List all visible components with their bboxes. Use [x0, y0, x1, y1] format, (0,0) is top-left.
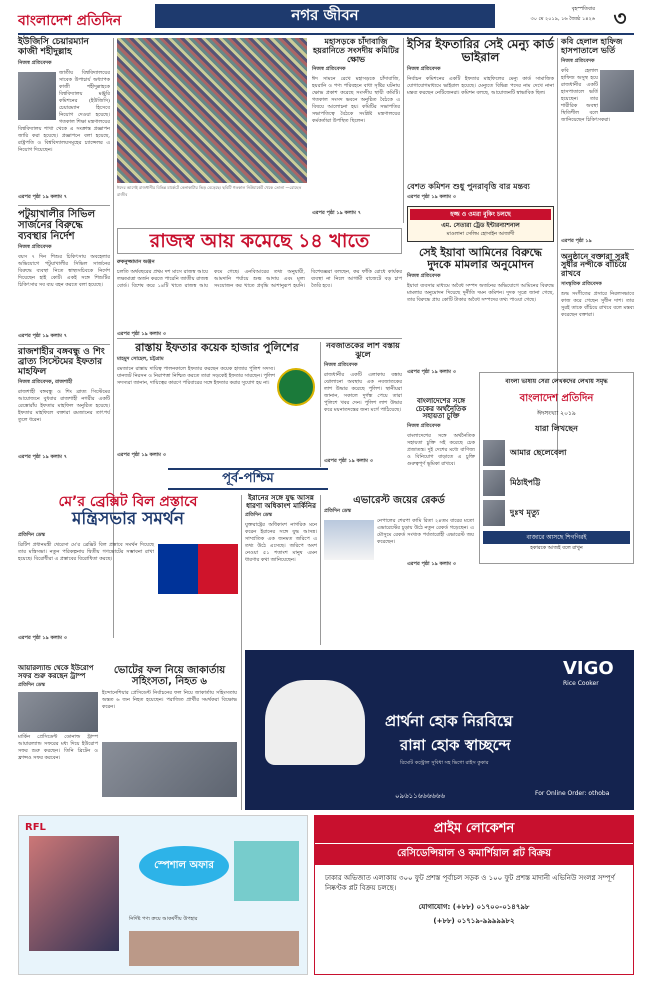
headline-everest: এভারেস্ট জয়ের রেকর্ড: [353, 495, 445, 506]
vigo-slogan-2: রান্না হোক স্বাচ্ছন্দে: [400, 736, 511, 754]
photo-caption: ঈদের আগেই রাজধানীর বিভিন্ন মার্কেটে কেনাকাটার ভিড় বেড়েছে। ছবিটি গতকাল নিউমার্কেট থেকে তোলা —রোহেত রাজীব: [117, 185, 302, 197]
byline: নিজস্ব প্রতিবেদক: [18, 59, 52, 66]
police-logo: [277, 368, 315, 406]
column-left: [18, 38, 110, 470]
revenue-article: [117, 257, 402, 335]
byline: নিজস্ব প্রতিবেদক: [561, 57, 595, 64]
writer2-photo: [483, 470, 505, 496]
newborn-article: [324, 342, 402, 465]
hajj-ad-line3: মাওলানা সেলিম হোসাইন আজাদী: [446, 231, 515, 238]
article-body: মার্কিন প্রেসিডেন্ট ডোনাল্ড ট্রাম্প আয়ারল্যান্ড সফরের মধ্য দিয়ে ইউরোপ সফর শুরু করছেন। তিনি ব্রিটেন ও ফ্রান্সও সফর করবেন।: [18, 734, 98, 762]
headline-patuakhali: পটুয়াখালীর সিভিল সার্জনের বিরুদ্ধে ব্যবস্থার নির্দেশ: [18, 208, 96, 242]
headline-revenue: রাজস্ব আয় কমেছে ১৪ খাতে: [149, 229, 370, 252]
headline-yaba: সেই ইয়াবা আমিনের বিরুদ্ধে দুদকে মামলার অনুমোদন: [419, 246, 542, 272]
people-photo: [29, 836, 119, 951]
jump-line: এরপর পৃষ্ঠা ১৯: [561, 237, 592, 244]
article-body: নির্বাচন কমিশনের একটি ইফতার মাহফিলের মেন্যু কার্ড সামাজিক যোগাযোগমাধ্যমে ভাইরাল হয়েছে। মেন্যুতে বিভিন্ন পদের নাম দেখে নানা মন্তব্য করছেন নেটিজেনরা। কমিশন বলছে, আয়োজনটি স্বাভাবিক ছিল।: [407, 76, 554, 97]
byline: মাহমুদ সোহেল, চট্টগ্রাম: [117, 356, 164, 363]
police-article: [117, 342, 317, 465]
jump-line: এরপর পৃষ্ঠা ১৯ কলাম ৭: [18, 193, 67, 200]
article-body: চলতি অর্থবছরের প্রথম দশ মাসে রাজস্ব আয়ে লক্ষ্যমাত্রা অর্জন করতে পারেনি জাতীয় রাজস্ব বোর্ড। বিশেষ করে ১৪টি খাতে রাজস্ব আয় কমে গেছে। এনবিআরের তথ্য অনুযায়ী, আমদানি পর্যায়ে শুল্ক আদায় এবং মূল্য সংযোজন কর খাতে প্রবৃদ্ধি আশানুরূপ হয়নি। বিশেষজ্ঞরা বলছেন, কর ফাঁকি রোধে কার্যকর ব্যবস্থা না নিলে আগামী বাজেটে বড় চাপ তৈরি হবে।: [117, 269, 402, 289]
column-center: [312, 38, 400, 223]
headline-czech: বাংলাদেশের সঙ্গে চেকের অর্থনৈতিক সহায়তা চুক্তি: [415, 397, 467, 421]
prime-contact-2: (+৮৮) ০১৭১৯-৯৯৯৯৯৮২: [433, 917, 515, 925]
portrait-photo: [18, 72, 56, 120]
rfl-brand: RFL: [25, 822, 46, 833]
byline: নিজস্ব প্রতিবেদক: [407, 423, 441, 430]
vigo-online: For Online Order: othoba: [535, 790, 610, 797]
article-body: কবি হেলাল হাফিজ অসুস্থ হয়ে রাজধানীর একটি হাসপাতালে ভর্তি হয়েছেন। তার শারীরিক অবস্থা স্থিতিশীল বলে জানিয়েছেন চিকিৎসকরা।: [561, 67, 611, 123]
byline: নিজস্ব প্রতিবেদক: [407, 66, 441, 73]
article-body: ইয়াবা ব্যবসার মাধ্যমে অবৈধ সম্পদ অর্জনের অভিযোগে আমিনের বিরুদ্ধে মামলার অনুমোদন দিয়েছে দুর্নীতি দমন কমিশন। দুদক সূত্রে জানা গেছে, তার বিরুদ্ধে প্রায় কোটি টাকার অবৈধ সম্পদের তথ্য পাওয়া গেছে।: [407, 283, 554, 304]
byline: নিজস্ব প্রতিবেদক: [324, 361, 358, 368]
section-purba-paschim: পূর্ব-পশ্চিম: [168, 468, 328, 490]
headline-sudhin: অনুষ্ঠানে বক্তারা সুরই সুধীর নন্দীকে বাঁচিয়ে রাখবে: [561, 251, 629, 279]
writer1-photo: [483, 440, 505, 466]
jump-line: এরপর পৃষ্ঠা ১৯ কলাম ৩: [324, 457, 373, 464]
date-line-2: ৩০ মে ২০১৯, ১৬ জ্যৈষ্ঠ ১৪২৬: [530, 16, 595, 22]
article-body: জাতীয় বিশ্ববিদ্যালয়ের সাবেক উপাচার্য অধ্যাপক কাজী শহীদুল্লাহকে বিশ্ববিদ্যালয় মঞ্জুরি কমিশনের (ইউজিসি) চেয়ারম্যান হিসেবে নিয়োগ দেওয়া হয়েছে। গতকাল শিক্ষা মন্ত্রণালয়ের বিশ্ববিদ্যালয় শাখা থেকে এ সংক্রান্ত প্রজ্ঞাপন জারি করা হয়েছে। প্রজ্ঞাপনে বলা হয়েছে, রাষ্ট্রপতি ও বিশ্ববিদ্যালয়সমূহের চ্যান্সেলর এ নিয়োগ দিয়েছেন।: [18, 69, 110, 153]
furniture-image: [129, 931, 299, 966]
date-line-1: বৃহস্পতিবার: [571, 6, 595, 12]
everest-article: [324, 495, 474, 645]
poet-photo: [600, 70, 634, 112]
article-body: বাংলাদেশের সঙ্গে অর্থনৈতিক সহায়তা চুক্তি সই করেছে চেক প্রজাতন্ত্র। দুই দেশের মধ্যে বাণিজ্য ও বিনিয়োগ বাড়াতে এ চুক্তি গুরুত্বপূর্ণ ভূমিকা রাখবে।: [407, 433, 475, 468]
byline: নিজস্ব প্রতিবেদক, রাজশাহী: [18, 379, 73, 386]
prime-location-ad: [314, 815, 634, 975]
hajj-ad-line2: এম. সেতারা ট্রেড ইন্টারন্যাশনাল: [441, 222, 520, 230]
rice-cooker-image: [265, 680, 365, 765]
prime-body: ঢাকার অভিজাত এলাকায় ৩০০ ফুট প্রশস্ত পূর্বাচল সড়ক ও ১০০ ফুট প্রশস্ত মাদানী এভিনিউ সংলগ্ন সম্পূর্ণ নিষ্কণ্টক প্লট বিক্রয় চলছে।: [325, 874, 615, 892]
revenue-banner: [117, 228, 402, 254]
article-body: রাজধানীর একটি এলাকায় বস্তায় ঝোলানো অবস্থায় এক নবজাতকের লাশ উদ্ধার করেছে পুলিশ। স্থানীয়রা জানান, সকালে দুর্গন্ধ পেয়ে তারা পুলিশে খবর দেন। পুলিশ লাশ উদ্ধার করে ময়নাতদন্তের জন্য মর্গে পাঠিয়েছে।: [324, 371, 402, 413]
promo-logo: বাংলাদেশ প্রতিদিন: [519, 393, 594, 404]
headline-jakarta: ভোটের ফল নিয়ে জাকার্তায় সহিংসতা, নিহত ৬: [113, 665, 226, 687]
rfl-title: স্পেশাল অফার: [139, 846, 229, 886]
rfl-ad: [18, 815, 308, 975]
vigo-hotline: ০৯৬১১৬৬৬৬৬৬: [395, 792, 446, 800]
eid-promo: [479, 372, 634, 564]
article-body: শুদ্ধ সংগীতের প্রসারে নিরলসভাবে কাজ করে গেছেন সুধীন দাশ। তার সুরই তাকে বাঁচিয়ে রাখবে বলে মন্তব্য করেছেন বক্তারা।: [561, 290, 634, 318]
hajj-ad: [407, 206, 554, 242]
hajj-ad-line1: হজ্জ ও ওমরা বুকিং চলছে: [410, 209, 551, 220]
rfl-fine: নির্দিষ্ট পণ্য ক্রয়ে আকর্ষণীয় উপহার: [129, 916, 198, 922]
byline: প্রতিদিন ডেস্ক: [245, 512, 273, 519]
jump-line: এরপর পৃষ্ঠা ১৯ কলাম ৩: [18, 635, 67, 642]
byline: নিজস্ব প্রতিবেদক: [407, 273, 441, 280]
article-body: ঈদ সামনে রেখে মহাসড়কে চাঁদাবাজি, হয়রানি ও পণ্য পরিবহনে বাধা সৃষ্টির ঘটনায় ক্ষোভ প্রকাশ করেছে সংসদীয় স্থায়ী কমিটি। গতকাল সংসদ ভবনে অনুষ্ঠিত বৈঠকে এ বিষয়ে আলোচনা হয়। কমিটির সভাপতির সভাপতিত্বে বৈঠকে সংশ্লিষ্ট মন্ত্রণালয়ের কর্মকর্তারা উপস্থিত ছিলেন।: [312, 76, 400, 125]
byline: প্রতিদিন ডেস্ক: [18, 532, 46, 539]
headline-newborn: নবজাতকের লাশ বস্তায় ঝুলে: [326, 341, 400, 359]
jump-line: এরপর পৃষ্ঠা ১৯ কলাম ৩: [117, 452, 166, 459]
headline-highway: মহাসড়কে চাঁদাবাজি হয়রানিতে সংসদীয় কমিটির ক্ষোভ: [312, 37, 400, 64]
vigo-brand: VIGO: [563, 658, 614, 679]
crowd-photo: [117, 38, 307, 183]
product-image: [234, 841, 299, 901]
byline: প্রতিদিন ডেস্ক: [324, 508, 352, 514]
iran-article: [245, 495, 317, 645]
section-title: নগর জীবন: [155, 4, 495, 28]
article-body: রাজশাহী বঙ্গবন্ধু ও শিং ব্রাত্য সিস্টেমের আয়োজনে বুধবার রাজশাহী নগরীর একটি রেস্তোরাঁয় ইফতার মাহফিল অনুষ্ঠিত হয়েছে। ইফতার মাহফিলে বক্তারা রমজানের তাৎপর্য তুলে ধরেন।: [18, 389, 110, 424]
vigo-fine: রিমোট কন্ট্রোল সুবিধা সহ ভিগো রাইস কুকার: [400, 760, 489, 766]
article-body: ব্রিটিশ প্রধানমন্ত্রী থেরেসা মে’র ব্রেক্সিট বিল প্রস্তাবে সমর্থন দিয়েছে তার মন্ত্রিসভা। নতুন পরিকল্পনায় দ্বিতীয় গণভোটের সম্ভাবনা রাখা হয়েছে। বিরোধীরা এ প্রস্তাবের বিরোধিতা করছে।: [18, 542, 154, 563]
jakarta-article: [102, 665, 237, 810]
byline: প্রতিদিন ডেস্ক: [18, 682, 46, 689]
byline: নিজস্ব প্রতিবেদক: [18, 243, 52, 250]
brexit-article: [18, 495, 238, 660]
headline-rajshahi: রাজশাহীর বঙ্গবন্ধু ও শিং ব্রাত্য সিস্টেমের ইফতার মাহফিল: [18, 346, 105, 377]
trump-photo: [18, 692, 98, 732]
everest-photo: [324, 520, 374, 560]
writer2-title: মিঠাইপট্টি: [510, 477, 541, 487]
prime-line1: প্রাইম লোকেশন: [315, 816, 633, 843]
writer1-title: আমার ছেলেবেলা: [510, 447, 567, 457]
vigo-ad: [245, 650, 634, 810]
jump-line: এরপর পৃষ্ঠা ১৯ কলাম ৭: [312, 210, 361, 217]
headline-ec-menu: ইসির ইফতারির সেই মেন্যু কার্ড ভাইরাল: [407, 37, 554, 65]
promo-title: বাংলা ভাষায় সেরা লেখকদের লেখায় সমৃদ্ধ: [505, 378, 608, 385]
headline-ireland: আয়ারল্যান্ড থেকে ইউরোপ সফর শুরু করছেন ট্রাম্প: [18, 664, 94, 680]
page-number: ৩: [613, 6, 627, 30]
headline-brexit-2: মন্ত্রিসভার সমর্থন: [71, 509, 185, 530]
vigo-slogan-1: প্রার্থনা হোক নিরবিঘ্নে: [385, 712, 513, 730]
writers-label: যারা লিখছেন: [535, 424, 578, 433]
writer3-photo: [483, 500, 505, 526]
pull-quote: বেশত কমিশন শুধু পুনরাবৃত্তি বার মন্তব্য: [407, 182, 530, 192]
jakarta-photo: [102, 742, 237, 797]
byline: নিজস্ব প্রতিবেদক: [312, 66, 346, 73]
top-photo: [117, 38, 307, 197]
jump-line: এরপর পৃষ্ঠা ১৯ কলাম ৩: [407, 194, 456, 201]
vigo-sub: Rice Cooker: [563, 680, 599, 687]
headline-police: রাস্তায় ইফতার কয়েক হাজার পুলিশের: [135, 341, 299, 354]
jump-line: এরপর পৃষ্ঠা ১৯ কলাম ৩: [407, 369, 456, 376]
headline-iran: ইরানের সঙ্গে যুদ্ধ আসন্ন ধারণা অধিকাংশ মার্কিনির: [246, 494, 316, 510]
article-body: বয়স ৭ দিন শিশুর চিকিৎসায় অবহেলার অভিযোগে পটুয়াখালীর সিভিল সার্জনের বিরুদ্ধে ব্যবস্থা নিতে স্বাস্থ্যসচিবকে নির্দেশ দিয়েছেন হাই কোর্ট। একই সঙ্গে শিশুটির চিকিৎসার সব ব্যয় বহন করতে বলা হয়েছে।: [18, 253, 110, 288]
jump-line: এরপর পৃষ্ঠা ১৯ কলাম ৩: [117, 331, 166, 337]
byline: রুকনুজ্জামান অঞ্জন: [117, 259, 155, 265]
headline-helal-hafiz: কবি হেলাল হাফিজ হাসপাতালে ভর্তি: [561, 37, 623, 55]
article-body: ইন্দোনেশিয়ার প্রেসিডেন্ট নির্বাচনের ফল নিয়ে জাকার্তায় সহিংসতায় অন্তত ৬ জন নিহত হয়েছেন। পরাজিত প্রার্থীর সমর্থকরা বিক্ষোভ করেন।: [102, 690, 237, 710]
byline: সাংস্কৃতিক প্রতিবেদক: [561, 280, 602, 287]
prime-line2: রেসিডেন্সিয়াল ও কমার্শিয়াল প্লট বিক্রয়: [315, 844, 633, 865]
column-right: [561, 38, 634, 368]
newspaper-logo: বাংলাদেশ প্রতিদিন: [18, 13, 122, 29]
article-body: যুক্তরাষ্ট্রের অধিকাংশ নাগরিক মনে করেন ইরানের সঙ্গে যুদ্ধ আসন্ন। সাম্প্রতিক এক জনমত জরিপে এ তথ্য উঠে এসেছে। জরিপে অংশ নেওয়া ৫১ শতাংশ মানুষ এমন ধারণার কথা জানিয়েছেন।: [245, 522, 317, 564]
headline-brexit-1: মে’র ব্রেক্সিট বিল প্রস্তাবে: [58, 494, 198, 510]
article-body: নেপালের শেরপা কামি রিতা ২৪তম বারের মতো এভারেস্টের চূড়ায় উঠে নতুন রেকর্ড গড়েছেন। এ মৌসুমে রেকর্ড সংখ্যক পর্বতারোহী এভারেস্ট জয় করেছেন।: [377, 518, 474, 545]
promo-publisher: হকারকে আজই বলে রাখুন: [530, 545, 583, 551]
masthead: [0, 0, 650, 30]
ireland-article: [18, 665, 98, 810]
jump-line: এরপর পৃষ্ঠা ১৯ কলাম ৭: [18, 332, 67, 339]
writer3-title: দুঃখ মৃত্যু: [510, 507, 540, 517]
brexit-image: [158, 544, 238, 594]
promo-footer: বাজারে আসছে শিগগিরই: [483, 531, 630, 544]
jump-line: এরপর পৃষ্ঠা ১৯ কলাম ৩: [407, 561, 456, 568]
article-body: রমজানে রাস্তায় দায়িত্ব পালনকালে ইফতার করছেন কয়েক হাজার পুলিশ সদস্য। যানজট নিরসন ও নিরাপত্তা নিশ্চিত করতে তারা সড়কেই ইফতার সারছেন। পুলিশ সদস্যরা জানান, দায়িত্বের কারণে পরিবারের সঙ্গে ইফতার করার সুযোগ হয় না।: [117, 366, 275, 387]
headline-ugc: ইউজিসি চেয়ারম্যান কাজী শহীদুল্লাহ: [18, 37, 89, 57]
jump-line: এরপর পৃষ্ঠা ১৯ কলাম ৭: [18, 454, 67, 461]
prime-contact: যোগাযোগ: (+৮৮) ০১৭০০-০১৪৭৯৮: [418, 903, 530, 911]
promo-sub: ঈদসংখ্যা ২০১৯: [537, 410, 576, 417]
